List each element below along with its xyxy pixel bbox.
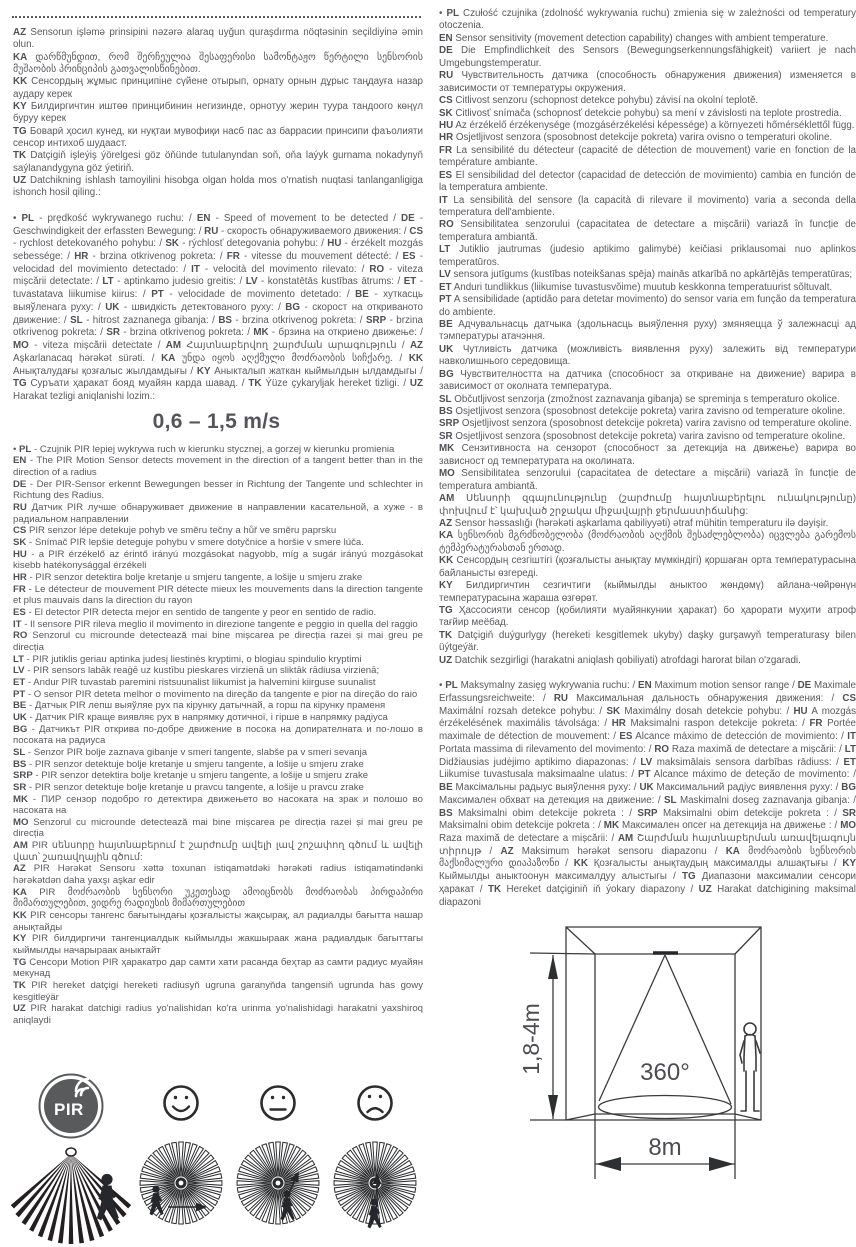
smiley-neutral-icon bbox=[256, 1081, 300, 1125]
language-item-mk: MK - ПИР сензор подобро го детектира движењето во насоката на зрак и полошо во насоката на bbox=[13, 793, 423, 817]
language-item-en: EN - The PIR Motion Sensor detects movement in the direction of a tangent better than in the direction of a radius bbox=[13, 455, 423, 479]
pir-side-view-figure bbox=[12, 1071, 130, 1247]
room-range-figure bbox=[508, 917, 856, 1194]
language-item-bg: BG - Датчикът PIR открива по-добре движение в посока на допирателната и по-лошо в посоката на радиуса bbox=[13, 723, 423, 747]
language-item-ru: RU Датчик PIR лучше обнаруживает движение в направлении касательной, а хуже - в радиальном направлении bbox=[13, 502, 423, 525]
language-item-ro: RO Sensibilitatea senzorului (capacitatea de detectare a mișcării) variază în funcție de temperatura ambiantă. bbox=[439, 219, 856, 243]
standing-person-icon bbox=[740, 1023, 760, 1111]
language-item-lv: LV - PIR sensors labāk reaģē uz kustību pieskares virzienā un sliktāk rādiusa virzienā; bbox=[13, 665, 380, 677]
burst-diagonal-figure bbox=[232, 1137, 324, 1233]
language-item-tg: TG Ҳассосияти сенсор (қобилияти муайянкунии ҳаракат) бо ҳарорати муҳити атроф тағйир меёбад. bbox=[439, 605, 856, 629]
language-item-kk: KK Сенсордың жұмыс принципіне сүйене отырып, орнату орнын дұрыс таңдауға назар аудару керек bbox=[13, 76, 423, 100]
smiley-sad-icon bbox=[353, 1081, 397, 1125]
language-item-pt: PT A sensibilidade (aptidão para detetar movimento) do sensor varia em função da temperatura do ambiente. bbox=[439, 294, 856, 318]
language-item-hr: HR Osjetljivost senzora (sposobnost detekcije pokreta) varira ovisno o temperaturi okoline. bbox=[439, 132, 833, 144]
language-item-mo: MO Sensibilitatea senzorului (capacitatea de detectare a mișcării) variază în funcție de temperatura ambiantă. bbox=[439, 468, 856, 492]
tangent-good-figure bbox=[135, 1071, 227, 1233]
smiley-happy-icon bbox=[159, 1081, 203, 1125]
detection-fan-figure bbox=[12, 1145, 130, 1247]
language-item-sr: SR Osjetljivost senzora (sposobnost detekcije pokreta) varira zavisno od temperature okoline. bbox=[439, 430, 846, 442]
right-column bbox=[436, 8, 856, 1179]
language-item-az: AZ PIR Hərəkət Sensoru xəttə toxunan istiqamətdəki hərəkəti radius istiqamətindənki hərəkətdən daha yaxşı aşkar edir bbox=[13, 863, 423, 887]
language-item-es: ES - El detector PIR detecta mejor en sentido de tangente y peor en sentido de radio. bbox=[13, 607, 377, 619]
language-item-srp: SRP Osjetljivost senzora (sposobnost detekcije pokreta) varira zavisno od temperature okoline. bbox=[439, 418, 852, 430]
language-item-ru: RU Чувствительность датчика (способность обнаружения движения) изменяется в зависимости от температуры окружения. bbox=[439, 70, 856, 94]
left-column bbox=[10, 8, 423, 1179]
language-item-tk: TK PIR hereket datçigi hereketi radiusyň ugruna garanyňda tangensiň ugrunda has gowy kesgitleýär bbox=[13, 980, 423, 1003]
language-item-kk: KK PIR сенсоры тангенс бағытындағы қозғалысты жақсырақ, ал радиалды бағытта нашар анықтайды bbox=[13, 910, 423, 933]
language-item-bg: BG Чувствителността на датчика (способност за откриване на движение) варира в зависимост от околната температура. bbox=[439, 368, 856, 393]
language-item-fr: FR - Le détecteur de mouvement PIR détecte mieux les mouvements dans la direction tangente et plus mauvais dans la direction du rayon bbox=[13, 583, 423, 607]
language-item-cs: CS Citlivost senzoru (schopnost detekce pohybu) závisí na okolní teplotě. bbox=[439, 95, 759, 107]
language-item-lt: LT - PIR jutiklis geriau aptinka judesį liestinės kryptimi, o blogiau spindulio kryptimi bbox=[13, 653, 362, 665]
language-item-ka: KA PIR მოძრაობის სენსორი უკეთესად ამოიცნობს მოძრაობას პირდაპირი მიმართულებით, ვიდრე რადიუსის მიმართულებით bbox=[13, 886, 423, 910]
language-item-mk: MK Сензитивноста на сензорот (способност за детекција на движење) варира во зависност од температурата на околината. bbox=[439, 443, 856, 467]
language-item-hr: HR - PIR senzor detektira bolje kretanje u smjeru tangente, a lošije u smjeru zrake bbox=[13, 572, 363, 584]
language-item-de: DE Die Empfindlichkeit des Sensors (Bewegungserkennungsfähigkeit) variiert je nach Umgebungstemperatur. bbox=[439, 45, 856, 69]
cone-base bbox=[599, 1096, 732, 1119]
burst-radial-figure bbox=[329, 1137, 421, 1233]
language-item-az: AZ Sensor həssaslığı (hərəkəti aşkarlama qabiliyyəti) ətraf mühitin temperaturu ilə dəyişir. bbox=[439, 517, 829, 529]
language-item-hu: HU - a PIR érzékelő az érintő irányú mozgásokat nagyobb, míg a sugár irányú mozgásokat kisebb hatékonysággal érzékeli bbox=[13, 548, 423, 572]
language-item-et: ET - Andur PIR tuvastab paremini ristsuunalist liikumist ja halvemini kiirguse suunalist bbox=[13, 676, 376, 688]
language-item-am: AM Սենսորի զգայունությունը (շարժումը հայտնաբերելու ունակությունը) փոխվում է՝ կախված շրջակա միջավայրի ջերմաստիճանից: bbox=[439, 493, 856, 517]
fan-rays bbox=[11, 1154, 131, 1244]
width-dimension-label: 8m bbox=[648, 1134, 682, 1162]
pir-logo-icon bbox=[37, 1071, 105, 1141]
detection-zone-rays bbox=[237, 1142, 319, 1224]
language-item-uk: UK Чутливість датчика (можливість виявлення руху) залежить від температури навколишнього середовища. bbox=[439, 343, 856, 368]
dotted-divider bbox=[12, 16, 421, 20]
language-item-srp: SRP - PIR senzor detektira bolje kretanje u smjeru tangente, a lošije u smjeru zrake bbox=[13, 770, 369, 782]
language-item-tg: TG Сенсори Motion PIR ҳаракатро дар самти хати расанда беҳтар аз самти радиус муайян мекунад bbox=[13, 956, 423, 980]
language-item-ky: KY PIR билдиргичи тангенциалдык кыймылды жакшыраак жана радиалдык багыттагы кыймылды начарыраак аныктайт bbox=[13, 933, 423, 957]
language-item-mo: MO Senzorul cu microunde detectează mai bine mișcarea pe direcția razei și mai greu pe direcția bbox=[13, 816, 423, 840]
language-item-sk: SK Citlivosť snímača (schopnosť detekcie pohybu) sa mení v závislosti na teplote prostredia. bbox=[439, 107, 842, 119]
language-item-az: AZ Sensorun işləmə prinsipini nəzərə alaraq uyğun quraşdırma nöqtəsinin seçildiyinə əmin olun. bbox=[13, 27, 423, 51]
speed-value: 0,6 – 1,5 m/s bbox=[152, 409, 281, 433]
language-item-uz: UZ Datchik sezgirligi (harakatni aniqlash qobiliyati) atrofdagi harorat bilan o'zgaradi. bbox=[439, 654, 801, 666]
language-item-uz: UZ Datchikning ishlash tamoyilini hisobga olgan holda mos o'rnatish nuqtasi tanlanganligiga ishonch hosil qiling.: bbox=[13, 175, 423, 199]
sensitivity-list bbox=[436, 8, 856, 667]
language-item-tk: TK Datçigiň duýgurlygy (hereketi kesgitlemek ukyby) daşky gurşawyň temperaturasy bilen üýtgeýär. bbox=[439, 629, 856, 654]
language-item-it: IT La sensibilità del sensore (la capacità di rilevare il movimento) varia a seconda della temperatura dell'ambiente. bbox=[439, 194, 856, 218]
language-item-de: DE - Der PIR-Sensor erkennt Bewegungen besser in Richtung der Tangente und schlechter in Richtung des Radius. bbox=[13, 478, 423, 502]
angle-label: 360° bbox=[640, 1059, 690, 1087]
language-item-ro: RO Senzorul cu microunde detectează mai bine mișcarea pe direcția razei și mai greu pe direcția bbox=[13, 630, 423, 653]
language-item-ka: KA სენსორის მგრძნობელობა (მოძრაობის აღქმის შესაძლებლობა) იცვლება გარემოს ტემპერატურასთან ერთად. bbox=[439, 530, 856, 554]
language-item-ky: KY Билдиргичтин сезгичтиги (кыймылды аныктоо жөндөмү) айлана-чөйрөнүн температурасына жараша өзгөрөт. bbox=[439, 580, 856, 604]
burst-tangential-figure bbox=[135, 1137, 227, 1233]
tangent-medium-figure bbox=[232, 1071, 324, 1233]
language-item-cs: CS PIR senzor lépe detekuje pohyb ve směru tečny a hůř ve směru paprsku bbox=[13, 525, 337, 537]
language-item-uk: UK - Датчик PIR краще виявляє рух в напрямку дотичної, і гірше в напрямку радіуса bbox=[13, 711, 388, 723]
language-item-tg: TG Боварӣ ҳосил кунед, ки нуқтаи мувофиқи насб пас аз баррасии принсипи фаъолияти сенсор интихоб шудааст. bbox=[13, 125, 423, 150]
range-paragraph: • PL Maksymalny zasięg wykrywania ruchu: / EN Maximum motion sensor range / DE Maximale Erfassungsreichweite: / RU Максимальная дальность обнаружения движения: / CS Maximální rozsah detekce pohybu: / SK Maximálny dosah detekcie pohybu: / HU A mozgás érzékelésének maximális távolsága: / HR Maksimalni raspon detekcije pokreta: / FR Portée maximale de détection de mouvement: / ES Alcance máximo de detección de movimiento: / IT Portata massima di rilevamento del movimento: / RO Raza maximă de detectare a mișcării: / LT Didžiausias judėjimo aptikimo diapazonas: / LV maksimālais sensora darbības rādiuss: / ET Liikumise tuvastusala maksimaalne ulatus: / PT Alcance máximo de deteção de movimento: / BE Максімальны радыус выяўлення руху: / UK Максимальний радіус виявлення руху: / BG Максимален обхват на детекция на движение: / SL Maskimalni doseg zaznavanja gibanja: / BS Maksimalni obim detekcije pokreta : / SRP Maksimalni obim detekcije pokreta : / SR Maksimalni obim detekcije pokreta : / MK Максимален опсег на детекција на движење : / MO Raza maximă de detectare a mișcării: / AM Շարժման հայտնաբերման առավելագույն տիրույթ / AZ Maksimum hərəkət sensoru diapazonu / KA მოძრაობის სენსორის მაქსიმალური დიაპაზონი / KK Қозғалысты анықтаудың максималды алшақтығы / KY Кыймылды аныктоонун максималдуу алыстыгы / TG Диапазони максималии сенсори ҳаракат / TK Hereket datçiginiň iň ýokary diapazony / UZ Harakat datchigining maksimal diapazoni bbox=[439, 680, 856, 908]
language-item-be: BE Адчувальнасць датчыка (здольнасць выяўлення руху) змяняецца ў залежнасці ад тэмпературы атачэння. bbox=[439, 318, 856, 343]
height-dimension-label: 1,8-4m bbox=[518, 1003, 544, 1076]
language-item-sr: SR - PIR senzor detektuje bolje kretanje u pravcu tangente, a lošije u pravcu zrake bbox=[13, 781, 364, 793]
sensor-icon bbox=[66, 1148, 76, 1156]
language-item-lt: LT Jutiklio jautrumas (judesio aptikimo galimybė) keičiasi priklausomai nuo aplinkos temperatūros. bbox=[439, 244, 856, 268]
language-item-am: AM PIR սենսորը հայտնաբերում է շարժումը ավելի լավ շոշափող գծում և ավելի վատ՝ շառավղային գծում: bbox=[13, 840, 423, 863]
room-inner-wall bbox=[595, 954, 735, 1114]
detection-figures bbox=[10, 1071, 423, 1247]
language-item-sk: SK - Snímač PIR lepšie deteguje pohybu v smere dotyčnice a horšie v smere lúča. bbox=[13, 537, 364, 549]
language-item-tk: TK Datçigiň işleýiş ýörelgesi göz öňünde tutulanyndan soň, oňa laýyk gurnama nokadynyň saýlanandygyna göz ýetiriň. bbox=[13, 150, 423, 174]
language-item-kk: KK Сенсордың сезгіштігі (қозғалысты анықтау мүмкіндігі) қоршаған орта температурасына байланысты өзгереді. bbox=[439, 555, 856, 579]
language-item-es: ES El sensibilidad del detector (capacidad de detección de movimiento) cambia en función de la temperatura ambiente. bbox=[439, 169, 856, 194]
language-item-uz: UZ PIR harakat datchigi radius yo'nalishidan ko'ra urinma yo'nalishidagi harakatni yaxshiroq aniqlaydi bbox=[13, 1003, 423, 1026]
tangent-detection-list bbox=[10, 444, 423, 1027]
language-item-lv: LV sensora jutīgums (kustības noteikšanas spēja) mainās atkarībā no apkārtējās temperatūras; bbox=[439, 269, 853, 281]
installation-note-list bbox=[10, 27, 423, 200]
language-item-fr: FR La sensibilité du détecteur (capacité de détection de mouvement) varie en fonction de la température ambiante. bbox=[439, 144, 856, 169]
language-item-bs: BS Osjetljivost senzora (sposobnost detekcije pokreta) varira zavisno od temperature okoline. bbox=[439, 406, 846, 417]
speed-paragraph: • PL - prędkość wykrywanego ruchu: / EN - Speed of movement to be detected / DE - Geschwindigkeit der erfassten Bewegung: / RU - скорость обнаруживаемого движения: / CS - rychlost detekovaného pohybu: / SK - rýchlosť detegovania pohybu: / HU - érzékelt mozgás sebessége: / HR - brzina otkrivenog pokreta: / FR - vitesse du mouvement détecté: / ES - velocidad del movimiento detectado: / IT - velocità del movimento rilevato: / RO - viteza mișcării detectate: / LT - aptinkamo judesio greitis: / LV - konstatētās kustības ātrums: / ET - tuvastatava liikumise kiirus: / PT - velocidade de movimento detetado: / BE - хуткасць выяўленага руху: / UK - швидкість детектованого руху: / BG - скорост на откриваното движение: / SL - hitrost zaznanega gibanja: / BS - brzina otkrivenog pokreta: / SRP - brzina otkrivenog pokreta: / SR - brzina otkrivenog pokreta: / MK - брзина на откриено движење: / MO - viteza mișcării detectate / AM Հայտնաբերվող շարժման արագություն / AZ Aşkarlanacaq hərəkət sürəti. / KA უნდა იყოს აღქმული მოძრაობის სიჩქარე. / KK Анықталудағы қозғалыс жылдамдығы / KY Аныкталып жаткан кыймылдын ылдамдыгы / TG Суръати ҳаракат бояд муайян карда шавад. / TK Ýüze çykaryljak hereket tizligi. / UZ Harakat tezligi aniqlanishi lozim.: bbox=[13, 212, 424, 403]
language-item-et: ET Anduri tundlikkus (liikumise tuvastusvõime) muutub keskkonna temperatuurist sõltuvalt. bbox=[439, 281, 833, 293]
language-item-hu: HU Az érzékelő érzékenysége (mozgásérzékelési képessége) a környezeti hőmérséklettől függ. bbox=[439, 119, 855, 131]
language-item-bs: BS - PIR senzor detektuje bolje kretanje u smjeru tangente, a lošije u smjeru zrake bbox=[13, 758, 364, 770]
radial-bad-figure bbox=[329, 1071, 421, 1233]
language-item-ky: KY Билдиргичтин иштөө принцибинин негизинде, орнотуу жерин туура тандоого көңүл буруу керек bbox=[13, 101, 423, 125]
language-item-be: BE - Датчык PIR лепш выяўляе рух па кірунку датычнай, а горш па кірунку праменя bbox=[13, 700, 386, 712]
language-item-en: EN Sensor sensitivity (movement detection capability) changes with ambient temperature. bbox=[439, 32, 829, 44]
language-item-pl: • PL - Czujnik PIR lepiej wykrywa ruch w kierunku stycznej, a gorzej w kierunku promienia bbox=[13, 443, 395, 455]
language-item-pl: • PL Czułość czujnika (zdolność wykrywania ruchu) zmienia się w zależności od temperatury otoczenia. bbox=[439, 8, 856, 32]
language-item-ka: KA დარწმუნდით, რომ შერჩეულია შესაფერისი სამონტაჟო წერტილი სენსორის მუშაობის პრინციპის გათვალისწინებით. bbox=[13, 51, 423, 76]
language-item-pt: PT - O sensor PIR deteta melhor o movimento na direção da tangente e pior na direção do raio bbox=[13, 688, 418, 700]
language-item-it: IT - Il sensore PIR rileva meglio il movimento in direzione tangente e peggio in quella del raggio bbox=[13, 618, 418, 630]
language-item-sl: SL Občutljivost senzorja (zmožnost zaznavanja gibanja) se spreminja s temperaturo okolice. bbox=[439, 393, 840, 405]
pir-logo-label: PIR bbox=[54, 1099, 84, 1119]
language-item-sl: SL - Senzor PIR bolje zaznava gibanje v smeri tangente, slabše pa v smeri sevanja bbox=[13, 746, 368, 758]
